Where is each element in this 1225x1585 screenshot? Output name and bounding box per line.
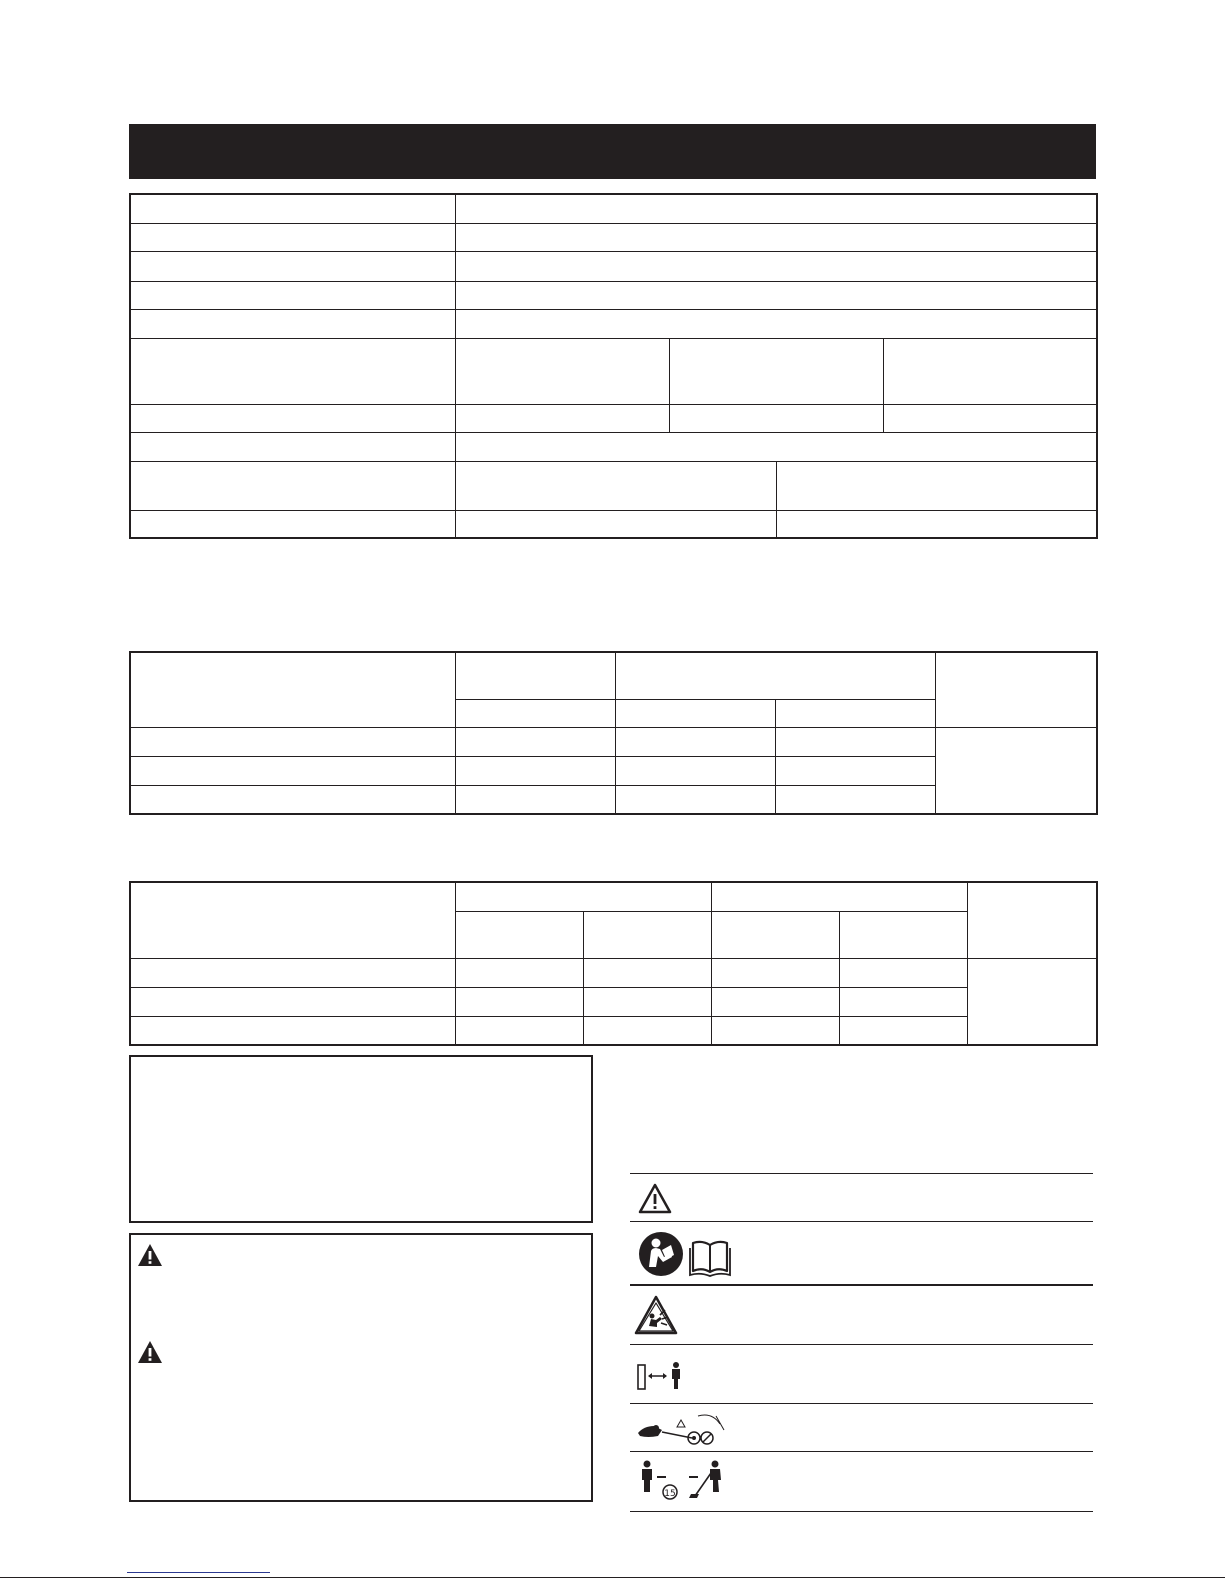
vibration-row — [130, 958, 1097, 987]
symbol-row-safety-alert — [630, 1173, 1093, 1222]
warning-triangle-icon — [137, 1340, 163, 1364]
symbol-row-read-manual — [630, 1222, 1093, 1286]
spec-row — [130, 309, 1097, 338]
spec-row — [130, 404, 1097, 432]
spec-row — [130, 251, 1097, 281]
spec-row — [130, 461, 1097, 510]
footer-rule — [0, 1577, 1225, 1578]
read-manual-icon — [638, 1230, 736, 1278]
spec-row — [130, 432, 1097, 461]
symbols-list — [630, 1173, 1093, 1512]
symbol-row-keep-bystanders-away — [630, 1452, 1093, 1512]
symbol-row-thrown-objects — [630, 1286, 1093, 1345]
warning-box — [129, 1233, 593, 1502]
vibration-header-row — [130, 882, 1097, 911]
specifications-table — [129, 193, 1098, 539]
vibration-table — [129, 881, 1098, 1046]
noise-table — [129, 651, 1098, 815]
footer-link-underline[interactable] — [127, 1572, 270, 1573]
warning-triangle-icon — [638, 1183, 672, 1214]
section-header-bar — [129, 124, 1096, 179]
note-box — [129, 1055, 593, 1223]
rotating-blade-warning-icon — [636, 1408, 728, 1448]
thrown-objects-warning-icon — [634, 1295, 678, 1335]
vibration-row — [130, 1016, 1097, 1045]
spec-row — [130, 281, 1097, 309]
keep-distance-icon — [637, 1361, 685, 1391]
keep-bystanders-away-icon — [637, 1458, 729, 1502]
warning-triangle-icon — [137, 1243, 163, 1267]
vibration-row — [130, 987, 1097, 1016]
noise-header-row — [130, 652, 1097, 699]
svg-text:15: 15 — [664, 1489, 676, 1499]
spec-row — [130, 223, 1097, 251]
noise-row — [130, 727, 1097, 756]
spec-row — [130, 194, 1097, 223]
symbol-row-keep-distance — [630, 1345, 1093, 1404]
spec-row — [130, 338, 1097, 404]
symbol-row-rotating-blade — [630, 1404, 1093, 1452]
spec-row — [130, 510, 1097, 538]
